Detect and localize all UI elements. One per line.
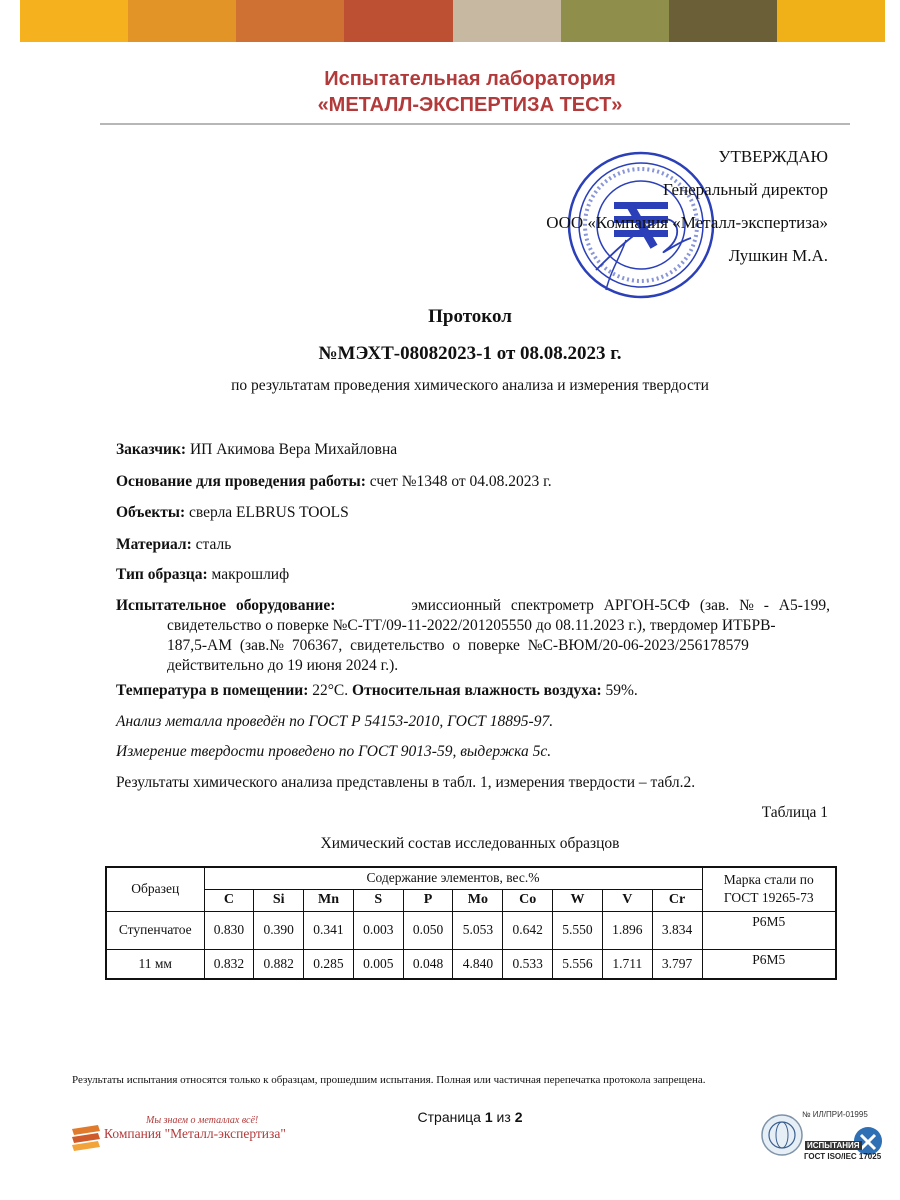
lab-name-line1: Испытательная лаборатория xyxy=(324,68,616,90)
field-label: Тип образца: xyxy=(116,566,208,583)
field-sample-type xyxy=(116,565,830,585)
color-segment xyxy=(777,0,885,42)
header-grade-line2: ГОСТ 19265-73 xyxy=(723,890,814,906)
table-label: Таблица 1 xyxy=(761,804,828,821)
field-value: сталь xyxy=(191,536,232,553)
color-segment xyxy=(344,0,452,42)
cell-value: 0.882 xyxy=(254,949,304,979)
footer-note: Результаты испытания относятся только к образцам, прошедшим испытания. Полная или частичная перепечатка протокола запрещена. xyxy=(72,1074,706,1086)
header-content: Содержание элементов, вес.% xyxy=(204,867,702,889)
page-total: 2 xyxy=(514,1109,523,1125)
header-sample: Образец xyxy=(106,867,204,911)
cell-value: 5.556 xyxy=(553,949,603,979)
element-header: Mo xyxy=(453,889,503,911)
cell-grade: Р6М5 xyxy=(702,949,836,979)
header-color-bar xyxy=(20,0,885,42)
analysis-note: Анализ металла проведён по ГОСТ Р 54153-2010, ГОСТ 18895-97. xyxy=(116,713,554,730)
results-note: Результаты химического анализа представлены в табл. 1, измерения твердости – табл.2. xyxy=(116,774,696,791)
cell-value: 4.840 xyxy=(453,949,503,979)
lab-name-line2: «МЕТАЛЛ-ЭКСПЕРТИЗА ТЕСТ» xyxy=(317,94,623,116)
equipment-line-3: 187,5-АМ (зав.№ 706367, свидетельство о поверке №С-ВЮМ/20-06-2023/256178579 xyxy=(167,637,749,654)
color-segment xyxy=(236,0,344,42)
equipment-line-4: действительно до 19 июня 2024 г.). xyxy=(167,657,399,674)
logo-slogan: Мы знаем о металлах всё! xyxy=(146,1115,259,1126)
color-segment xyxy=(561,0,669,42)
element-header: V xyxy=(602,889,652,911)
element-header: Si xyxy=(254,889,304,911)
hardness-note: Измерение твердости проведено по ГОСТ 9013-59, выдержка 5с. xyxy=(116,743,552,760)
cell-value: 0.341 xyxy=(304,911,354,949)
color-segment xyxy=(669,0,777,42)
element-header: Co xyxy=(503,889,553,911)
cell-value: 5.550 xyxy=(553,911,603,949)
table-header-row xyxy=(106,867,836,889)
cell-value: 0.003 xyxy=(353,911,403,949)
field-value: макрошлиф xyxy=(207,566,290,583)
field-label: Материал: xyxy=(116,536,192,553)
approval-signatory: Лушкин М.А. xyxy=(728,246,828,265)
cell-value: 0.005 xyxy=(353,949,403,979)
field-value: счет №1348 от 04.08.2023 г. xyxy=(365,473,552,490)
protocol-subtitle: по результатам проведения химического анализа и измерения твердости xyxy=(231,377,709,394)
field-value: сверла ELBRUS TOOLS xyxy=(185,504,349,521)
protocol-title: Протокол xyxy=(428,306,512,327)
cell-value: 0.048 xyxy=(403,949,453,979)
equipment-first-line xyxy=(116,596,830,616)
cell-value: 0.830 xyxy=(204,911,254,949)
page-current: 1 xyxy=(484,1109,493,1125)
color-segment xyxy=(20,0,128,42)
table-row xyxy=(106,911,836,949)
field-value: 59%. xyxy=(601,682,638,699)
equipment-line-2: свидетельство о поверке №С-ТТ/09-11-2022/201205550 до 08.11.2023 г.), твердомер ИТБРВ- xyxy=(167,617,776,634)
cell-value: 1.896 xyxy=(602,911,652,949)
field-label: Основание для проведения работы: xyxy=(116,473,366,490)
approval-block xyxy=(546,140,828,272)
cell-value: 0.533 xyxy=(503,949,553,979)
cell-value: 3.797 xyxy=(652,949,702,979)
field-label: Испытательное оборудование: xyxy=(116,597,336,614)
field-material xyxy=(116,535,830,555)
color-segment xyxy=(453,0,561,42)
element-header: C xyxy=(204,889,254,911)
field-equipment xyxy=(116,596,830,676)
cell-value: 0.050 xyxy=(403,911,453,949)
element-header: S xyxy=(353,889,403,911)
field-value: ИП Акимова Вера Михайловна xyxy=(186,441,398,458)
cert-number: № ИЛ/ПРИ-01995 xyxy=(802,1110,868,1119)
field-conditions xyxy=(116,681,830,701)
element-header: Mn xyxy=(304,889,354,911)
cell-value: 0.390 xyxy=(254,911,304,949)
header-divider xyxy=(100,123,850,125)
element-header: P xyxy=(403,889,453,911)
table-caption: Химический состав исследованных образцов xyxy=(320,835,620,852)
field-label: Заказчик: xyxy=(116,441,187,458)
cert-standard: ГОСТ ISO/IEC 17025 xyxy=(804,1152,882,1161)
cell-sample: 11 мм xyxy=(106,949,204,979)
header-grade xyxy=(702,867,836,911)
cell-value: 0.832 xyxy=(204,949,254,979)
cell-grade: Р6М5 xyxy=(702,911,836,949)
table-row xyxy=(106,949,836,979)
field-label: Относительная влажность воздуха: xyxy=(348,682,602,699)
element-header: Cr xyxy=(652,889,702,911)
logo-name: Компания "Металл-экспертиза" xyxy=(104,1126,286,1141)
cert-label: ИСПЫТАНИЯ xyxy=(807,1141,860,1150)
cell-value: 3.834 xyxy=(652,911,702,949)
approval-heading: УТВЕРЖДАЮ xyxy=(718,147,828,166)
header-grade-line1: Марка стали по xyxy=(723,872,814,888)
approval-company: ООО «Компания «Металл-экспертиза» xyxy=(546,213,828,232)
protocol-number: №МЭХТ-08082023-1 от 08.08.2023 г. xyxy=(318,343,622,364)
cell-value: 0.642 xyxy=(503,911,553,949)
field-customer xyxy=(116,440,830,460)
field-label: Температура в помещении: xyxy=(116,682,309,699)
cell-value: 1.711 xyxy=(602,949,652,979)
field-objects xyxy=(116,503,830,523)
field-value: эмиссионный спектрометр АРГОН-5СФ (зав. № - А5-199, xyxy=(411,597,830,614)
cell-sample: Ступенчатое xyxy=(106,911,204,949)
page-mid: из xyxy=(492,1109,515,1125)
page-prefix: Страница xyxy=(417,1109,485,1125)
element-header: W xyxy=(553,889,603,911)
cell-value: 5.053 xyxy=(453,911,503,949)
field-label: Объекты: xyxy=(116,504,186,521)
chemical-composition-table xyxy=(105,866,837,980)
cell-value: 0.285 xyxy=(304,949,354,979)
approval-position: Генеральный директор xyxy=(662,180,828,199)
field-value: 22°С. xyxy=(308,682,349,699)
lab-name xyxy=(0,66,900,118)
field-basis xyxy=(116,472,830,492)
color-segment xyxy=(128,0,236,42)
